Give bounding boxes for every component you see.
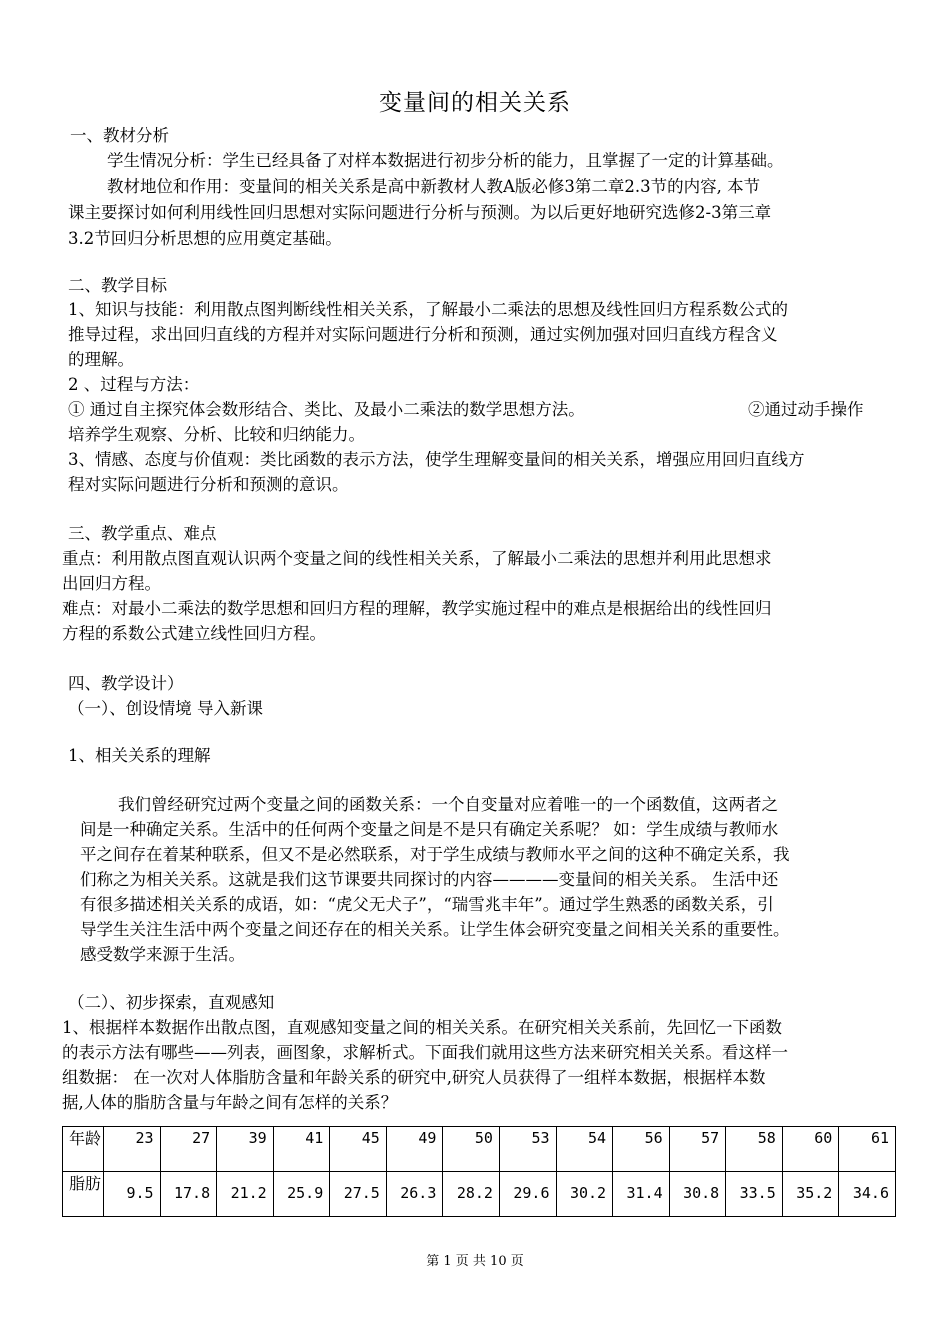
- subsection-heading: 1、相关关系的理解: [68, 746, 211, 765]
- table-row-age: [63, 1127, 896, 1172]
- table-cell: 41: [273, 1127, 330, 1172]
- paragraph-line: 有很多描述相关关系的成语，如：“虎父无犬子”，“瑞雪兆丰年”。通过学生熟悉的函数关系，引: [80, 895, 774, 914]
- paragraph-line: 3、情感、态度与价值观：类比函数的表示方法，使学生理解变量间的相关关系，增强应用回归直线方: [68, 450, 805, 469]
- paragraph-line: 难点：对最小二乘法的数学思想和回归方程的理解，教学实施过程中的难点是根据给出的线性回归: [62, 599, 772, 618]
- subsection-heading: （一）、创设情境 导入新课: [68, 699, 263, 718]
- table-cell: 31.4: [613, 1172, 670, 1217]
- table-cell: 9.5: [104, 1172, 161, 1217]
- table-cell: 58: [726, 1127, 783, 1172]
- table-cell: 49: [386, 1127, 443, 1172]
- table-row-fat: [63, 1172, 896, 1217]
- table-cell: 61: [839, 1127, 896, 1172]
- paragraph-line: 程对实际问题进行分析和预测的意识。: [68, 475, 349, 494]
- section-heading-2: 二、教学目标: [68, 276, 167, 295]
- table-cell: 35.2: [782, 1172, 839, 1217]
- table-cell: 45: [330, 1127, 387, 1172]
- paragraph-line: 重点：利用散点图直观认识两个变量之间的线性相关关系，了解最小二乘法的思想并利用此思想求: [62, 549, 772, 568]
- section-heading-4: 四、教学设计）: [68, 674, 184, 693]
- paragraph-line: 1、根据样本数据作出散点图，直观感知变量之间的相关关系。在研究相关关系前，先回忆一下函数: [62, 1018, 782, 1037]
- table-cell: 25.9: [273, 1172, 330, 1217]
- table-cell: 34.6: [839, 1172, 896, 1217]
- paragraph-line: 方程的系数公式建立线性回归方程。: [62, 624, 326, 643]
- paragraph-line: 组数据： 在一次对人体脂肪含量和年龄关系的研究中,研究人员获得了一组样本数据，根据样本数: [62, 1068, 766, 1087]
- paragraph-line: 学生情况分析：学生已经具备了对样本数据进行初步分析的能力，且掌握了一定的计算基础。: [107, 151, 784, 170]
- table-cell: 26.3: [386, 1172, 443, 1217]
- subsection-heading: （二）、初步探索，直观感知: [68, 993, 275, 1012]
- table-cell: 57: [669, 1127, 726, 1172]
- table-cell: 21.2: [217, 1172, 274, 1217]
- table-cell: 17.8: [160, 1172, 217, 1217]
- paragraph-line: 我们曾经研究过两个变量之间的函数关系：一个自变量对应着唯一的一个函数值，这两者之: [118, 795, 778, 814]
- table-cell: 30.8: [669, 1172, 726, 1217]
- paragraph-line: 培养学生观察、分析、比较和归纳能力。: [68, 425, 365, 444]
- paragraph-line: 出回归方程。: [62, 574, 161, 593]
- table-cell: 33.5: [726, 1172, 783, 1217]
- table-cell: 28.2: [443, 1172, 500, 1217]
- paragraph-line: ②通过动手操作: [748, 400, 864, 419]
- section-heading-3: 三、教学重点、难点: [68, 524, 217, 543]
- table-cell: 53: [499, 1127, 556, 1172]
- table-cell: 60: [782, 1127, 839, 1172]
- row-label-fat: 脂肪: [63, 1172, 104, 1217]
- paragraph-line: 据,人体的脂肪含量与年龄之间有怎样的关系？: [62, 1093, 398, 1112]
- paragraph-line: 感受数学来源于生活。: [80, 945, 245, 964]
- document-title: 变量间的相关关系: [379, 90, 571, 116]
- table-cell: 56: [613, 1127, 670, 1172]
- page-footer: 第 1 页 共 10 页: [426, 1254, 524, 1269]
- paragraph-line: 们称之为相关关系。这就是我们这节课要共同探讨的内容————变量间的相关关系。 生活中还: [80, 870, 779, 889]
- paragraph-line: 的理解。: [68, 350, 134, 369]
- paragraph-line: ① 通过自主探究体会数形结合、类比、及最小二乘法的数学思想方法。: [68, 400, 585, 419]
- table-cell: 29.6: [499, 1172, 556, 1217]
- paragraph-line: 推导过程，求出回归直线的方程并对实际问题进行分析和预测，通过实例加强对回归直线方程含义: [68, 325, 778, 344]
- section-heading-1: 一、教材分析: [70, 126, 169, 145]
- paragraph-line: 导学生关注生活中两个变量之间还存在的相关关系。让学生体会研究变量之间相关关系的重要性。: [80, 920, 790, 939]
- paragraph-line: 平之间存在着某种联系，但又不是必然联系，对于学生成绩与教师水平之间的这种不确定关系，我: [80, 845, 790, 864]
- paragraph-line: 1、知识与技能：利用散点图判断线性相关关系，了解最小二乘法的思想及线性回归方程系数公式的: [68, 300, 788, 319]
- table-cell: 50: [443, 1127, 500, 1172]
- data-table: [62, 1126, 896, 1217]
- paragraph-line: 的表示方法有哪些——列表，画图象，求解析式。下面我们就用这些方法来研究相关关系。看这样一: [62, 1043, 788, 1062]
- paragraph-line: 3.2节回归分析思想的应用奠定基础。: [68, 229, 342, 248]
- paragraph-line: 2 、过程与方法：: [68, 375, 200, 394]
- paragraph-line: 课主要探讨如何利用线性回归思想对实际问题进行分析与预测。为以后更好地研究选修2-3第三章: [68, 203, 772, 222]
- paragraph-line: 间是一种确定关系。生活中的任何两个变量之间是不是只有确定关系呢？ 如：学生成绩与教师水: [80, 820, 779, 839]
- table-cell: 39: [217, 1127, 274, 1172]
- table-cell: 30.2: [556, 1172, 613, 1217]
- table-cell: 23: [104, 1127, 161, 1172]
- table-cell: 27.5: [330, 1172, 387, 1217]
- row-label-age: 年龄: [63, 1127, 104, 1172]
- paragraph-line: 教材地位和作用：变量间的相关关系是高中新教材人教A版必修3第二章2.3节的内容, 本节: [107, 177, 761, 196]
- table-cell: 27: [160, 1127, 217, 1172]
- table-cell: 54: [556, 1127, 613, 1172]
